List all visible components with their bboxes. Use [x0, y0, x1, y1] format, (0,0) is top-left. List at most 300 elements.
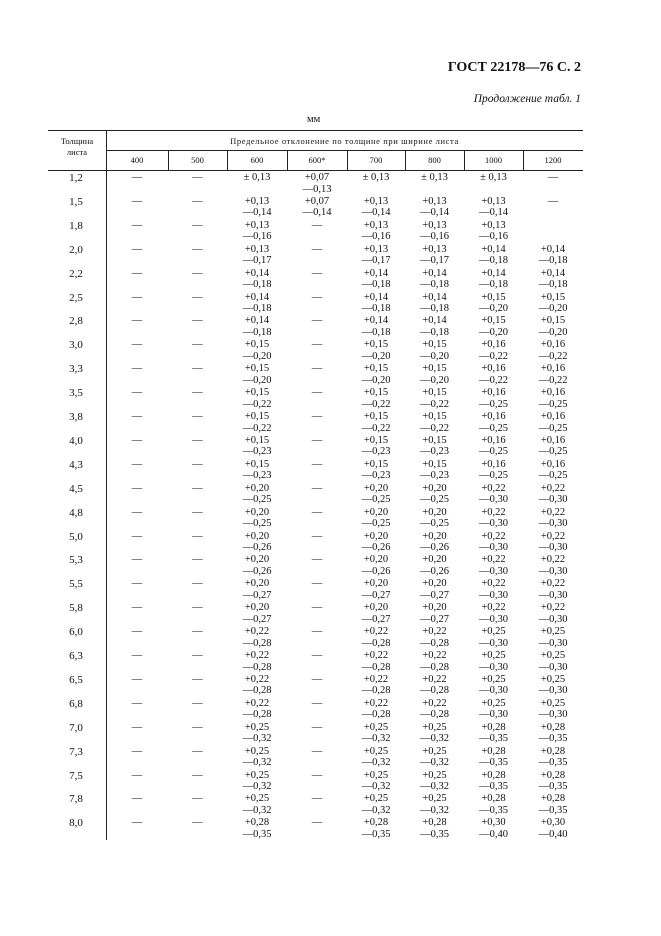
tolerance-value: —0,32 — [361, 757, 391, 769]
tolerance-value: — — [192, 554, 203, 566]
tolerance-cell — [405, 315, 464, 338]
tolerance-value: +0,22 — [540, 506, 566, 518]
tolerance-cell — [227, 602, 287, 625]
thickness-value: 5,5 — [69, 578, 83, 591]
tolerance-cell — [106, 244, 168, 256]
thickness-value: 3,5 — [69, 387, 83, 400]
tolerance-cell — [405, 674, 464, 697]
tolerance-cell — [287, 220, 347, 232]
tolerance-value: —0,30 — [479, 661, 508, 673]
tolerance-value: — — [547, 195, 559, 207]
tolerance-value: —0,26 — [361, 565, 391, 577]
tolerance-value: +0,25 — [422, 769, 447, 781]
tolerance-value: — — [311, 769, 323, 781]
tolerance-value: — — [192, 339, 203, 351]
tolerance-value: +0,14 — [481, 267, 506, 279]
tolerance-value: +0,22 — [422, 650, 447, 661]
tolerance-value: — — [192, 602, 203, 614]
tolerance-value: —0,30 — [479, 709, 508, 721]
tolerance-value: — — [311, 626, 323, 638]
tolerance-cell — [523, 244, 583, 267]
tolerance-cell — [168, 554, 227, 566]
tolerance-cell — [464, 483, 523, 506]
tolerance-cell — [227, 650, 287, 673]
tolerance-value: —0,26 — [242, 565, 272, 577]
tolerance-value: — — [131, 363, 143, 375]
tolerance-cell — [106, 435, 168, 447]
tolerance-value: +0,25 — [540, 697, 566, 709]
thickness-value: 2,2 — [69, 267, 83, 280]
tolerance-value: +0,22 — [540, 602, 566, 614]
tolerance-value: +0,15 — [363, 387, 389, 399]
tolerance-value: — — [311, 411, 323, 422]
tolerance-cell — [168, 172, 227, 184]
tolerance-value: —0,28 — [361, 637, 391, 649]
tolerance-cell — [106, 746, 168, 758]
tolerance-cell — [347, 554, 405, 577]
tolerance-value: —0,20 — [538, 303, 568, 314]
tolerance-value: +0,20 — [422, 602, 447, 614]
tolerance-cell — [464, 411, 523, 434]
tolerance-value: +0,14 — [422, 315, 447, 327]
tolerance-cell — [464, 698, 523, 721]
tolerance-value: —0,22 — [361, 422, 391, 434]
tolerance-value: — — [131, 697, 143, 709]
tolerance-value: +0,13 — [481, 195, 506, 207]
tolerance-cell — [523, 339, 583, 362]
tolerance-value: +0,20 — [422, 530, 447, 542]
tolerance-value: — — [192, 626, 203, 638]
tolerance-value: +0,25 — [244, 769, 270, 781]
tolerance-cell — [168, 315, 227, 327]
tolerance-cell — [106, 770, 168, 782]
tolerance-value: +0,20 — [363, 530, 389, 542]
thickness-value: 6,3 — [69, 650, 83, 662]
tolerance-value: — — [131, 339, 143, 351]
tolerance-cell — [287, 363, 347, 375]
tolerance-cell — [405, 196, 464, 219]
tolerance-value: +0,25 — [363, 745, 389, 757]
tolerance-value: — — [311, 219, 323, 231]
tolerance-value: —0,35 — [242, 828, 272, 840]
tolerance-value: — — [311, 673, 323, 685]
tolerance-cell — [347, 507, 405, 530]
tolerance-value: — — [131, 817, 143, 829]
tolerance-value: — — [311, 339, 323, 351]
tolerance-value: +0,15 — [244, 411, 270, 422]
tolerance-cell — [347, 292, 405, 315]
tolerance-value: +0,25 — [363, 793, 389, 805]
tolerance-cell — [405, 435, 464, 458]
tolerance-cell — [227, 268, 287, 291]
tolerance-cell — [523, 626, 583, 649]
tolerance-value: +0,28 — [540, 793, 566, 805]
tolerance-cell — [227, 196, 287, 219]
width-header-4: 600* — [308, 155, 326, 165]
tolerance-value: —0,28 — [420, 685, 449, 697]
tolerance-value: —0,25 — [242, 518, 272, 530]
tolerance-value: +0,20 — [244, 578, 270, 590]
tolerance-value: — — [311, 482, 323, 494]
tolerance-value: +0,22 — [363, 650, 389, 661]
tolerance-value: —0,20 — [361, 374, 391, 386]
tolerance-value: —0,30 — [479, 685, 508, 697]
tolerance-value: +0,20 — [363, 482, 389, 494]
tolerance-cell — [168, 459, 227, 471]
tolerance-cell — [523, 292, 583, 315]
tolerance-cell — [347, 650, 405, 673]
tolerance-value: —0,23 — [361, 470, 391, 482]
tolerance-cell — [168, 435, 227, 447]
tolerance-value: —0,30 — [538, 709, 568, 721]
tolerance-value: +0,13 — [363, 243, 389, 255]
tolerance-value: +0,15 — [244, 434, 270, 446]
tolerance-value: —0,16 — [479, 231, 508, 243]
table-top-border — [48, 130, 583, 131]
tolerance-value: +0,13 — [422, 195, 447, 207]
tolerance-value: — — [131, 172, 143, 183]
tolerance-cell — [168, 602, 227, 614]
tolerance-cell — [347, 698, 405, 721]
tolerance-value: +0,25 — [244, 793, 270, 805]
tolerance-value: —0,35 — [538, 781, 568, 792]
tolerance-value: — — [131, 291, 143, 303]
tolerance-value: — — [311, 530, 323, 542]
tolerance-value: —0,32 — [361, 733, 391, 745]
tolerance-cell — [227, 411, 287, 434]
tolerance-cell — [227, 387, 287, 410]
tolerance-value: —0,25 — [420, 518, 449, 530]
width-header-8: 1200 — [544, 155, 562, 165]
tolerance-cell — [168, 817, 227, 829]
tolerance-cell — [106, 268, 168, 280]
tolerance-value: —0,25 — [538, 422, 568, 434]
tolerance-cell — [106, 817, 168, 829]
tolerance-cell — [287, 770, 347, 782]
tolerance-value: —0,35 — [479, 733, 508, 745]
header-bottom-border — [48, 170, 583, 171]
tolerance-value: — — [192, 291, 203, 303]
width-header-2: 500 — [191, 155, 204, 165]
tolerance-value: —0,17 — [242, 255, 272, 267]
tolerance-value: —0,28 — [361, 685, 391, 697]
tolerance-value: — — [131, 458, 143, 470]
tolerance-cell — [106, 387, 168, 399]
tolerance-cell — [168, 292, 227, 304]
tolerance-value: —0,18 — [361, 303, 391, 314]
tolerance-cell — [227, 507, 287, 530]
tolerance-value: —0,22 — [479, 350, 508, 362]
tolerance-value: —0,28 — [420, 709, 449, 721]
tolerance-value: —0,25 — [479, 446, 508, 458]
tolerance-value: —0,28 — [242, 661, 272, 673]
thickness-value: 6,5 — [69, 673, 83, 686]
tolerance-cell — [287, 746, 347, 758]
tolerance-value: —0,25 — [538, 398, 568, 410]
tolerance-value: +0,16 — [481, 339, 506, 351]
tolerance-cell — [227, 722, 287, 745]
tolerance-value: —0,26 — [420, 565, 449, 577]
tolerance-value: — — [311, 267, 323, 279]
tolerance-cell — [347, 220, 405, 243]
tolerance-value: —0,25 — [361, 518, 391, 530]
tolerance-value: — — [131, 243, 143, 255]
tolerance-cell — [106, 554, 168, 566]
tolerance-value: —0,20 — [538, 326, 568, 338]
tolerance-cell — [523, 507, 583, 530]
tolerance-value: +0,25 — [422, 721, 447, 733]
tolerance-value: +0,15 — [422, 434, 447, 446]
thickness-value: 1,2 — [69, 172, 83, 184]
tolerance-value: —0,35 — [479, 781, 508, 792]
tolerance-value: —0,30 — [538, 685, 568, 697]
tolerance-value: —0,22 — [479, 374, 508, 386]
tolerance-value: +0,22 — [244, 626, 270, 638]
tolerance-value: —0,18 — [479, 279, 508, 291]
tolerance-value: —0,18 — [420, 326, 449, 338]
tolerance-value: — — [131, 506, 143, 518]
tolerance-cell — [287, 817, 347, 829]
tolerance-cell — [347, 363, 405, 386]
tolerance-cell — [464, 722, 523, 745]
tolerance-cell — [168, 746, 227, 758]
tolerance-value: —0,23 — [242, 446, 272, 458]
tolerance-cell — [347, 244, 405, 267]
tolerance-value: —0,27 — [420, 613, 449, 625]
tolerance-cell — [106, 722, 168, 734]
continuation-label: Продолжение табл. 1 — [473, 93, 581, 105]
tolerance-value: —0,14 — [361, 207, 391, 219]
tolerance-value: —0,28 — [242, 709, 272, 721]
tolerance-value: +0,20 — [363, 602, 389, 614]
tolerance-value: —0,32 — [361, 781, 391, 792]
tolerance-value: —0,30 — [479, 637, 508, 649]
tolerance-value: —0,22 — [361, 398, 391, 410]
tolerance-cell — [405, 698, 464, 721]
tolerance-value: — — [192, 745, 203, 757]
tolerance-cell — [287, 339, 347, 351]
tolerance-value: —0,18 — [420, 303, 449, 314]
tolerance-value: +0,25 — [363, 721, 389, 733]
tolerance-cell — [405, 292, 464, 315]
tolerance-value: — — [192, 458, 203, 470]
tolerance-value: — — [311, 650, 323, 661]
tolerance-value: +0,20 — [422, 554, 447, 566]
tolerance-value: +0,13 — [422, 243, 447, 255]
tolerance-value: +0,28 — [540, 721, 566, 733]
tolerance-value: +0,20 — [363, 554, 389, 566]
tolerance-value: +0,22 — [481, 506, 506, 518]
tolerance-cell — [106, 578, 168, 590]
tolerance-value: — — [192, 267, 203, 279]
tolerance-cell — [464, 459, 523, 482]
tolerance-value: —0,20 — [420, 374, 449, 386]
width-header-7: 1000 — [485, 155, 502, 165]
tolerance-value: —0,22 — [242, 422, 272, 434]
tolerance-value: +0,15 — [481, 291, 506, 303]
tolerance-cell — [227, 674, 287, 697]
tolerance-value: +0,14 — [422, 267, 447, 279]
tolerance-value: +0,15 — [540, 291, 566, 303]
tolerance-value: —0,18 — [420, 279, 449, 291]
tolerance-cell — [347, 483, 405, 506]
tolerance-cell — [523, 483, 583, 506]
tolerance-cell — [464, 578, 523, 601]
tolerance-value: —0,32 — [420, 781, 449, 792]
tolerance-cell — [227, 315, 287, 338]
tolerance-value: — — [311, 434, 323, 446]
thickness-value: 4,0 — [69, 434, 83, 447]
tolerance-value: —0,14 — [242, 207, 272, 219]
tolerance-value: +0,30 — [540, 817, 566, 829]
tolerance-cell — [347, 817, 405, 840]
tolerance-value: +0,25 — [244, 745, 270, 757]
tolerance-value: —0,28 — [420, 637, 449, 649]
tolerance-cell — [287, 626, 347, 638]
tolerance-value: — — [192, 793, 203, 805]
tolerance-value: —0,30 — [538, 565, 568, 577]
tolerance-cell — [168, 483, 227, 495]
tolerance-value: — — [131, 387, 143, 399]
tolerance-value: — — [192, 482, 203, 494]
tolerance-value: —0,40 — [538, 828, 568, 840]
tolerance-value: — — [311, 458, 323, 470]
tolerance-value: — — [131, 650, 143, 661]
thickness-value: 6,8 — [69, 697, 83, 710]
tolerance-value: +0,15 — [422, 387, 447, 399]
tolerance-cell — [523, 459, 583, 482]
tolerance-value: — — [192, 769, 203, 781]
tolerance-value: —0,32 — [242, 781, 272, 792]
tolerance-value: +0,22 — [481, 530, 506, 542]
tolerance-cell — [523, 770, 583, 793]
tolerance-cell — [523, 698, 583, 721]
tolerance-cell — [405, 626, 464, 649]
tolerance-cell — [287, 387, 347, 399]
tolerance-value: —0,35 — [479, 757, 508, 769]
tolerance-cell — [523, 315, 583, 338]
tolerance-cell — [405, 578, 464, 601]
tolerance-cell — [523, 387, 583, 410]
tolerance-value: — — [131, 626, 143, 638]
tolerance-cell — [106, 698, 168, 710]
tolerance-cell — [464, 554, 523, 577]
tolerance-value: —0,32 — [420, 804, 449, 816]
tolerance-value: — — [192, 172, 203, 183]
thickness-value: 7,3 — [69, 745, 83, 758]
tolerance-cell — [464, 770, 523, 793]
thickness-value: 7,0 — [69, 721, 83, 734]
tolerance-cell — [405, 531, 464, 554]
tolerance-cell — [405, 220, 464, 243]
tolerance-value: —0,27 — [361, 613, 391, 625]
tolerance-value: —0,30 — [538, 589, 568, 601]
tolerance-value: +0,13 — [244, 195, 270, 207]
tolerance-value: —0,32 — [242, 804, 272, 816]
tolerance-cell — [287, 172, 347, 195]
tolerance-cell — [227, 531, 287, 554]
tolerance-cell — [405, 507, 464, 530]
tolerance-cell — [106, 411, 168, 423]
tolerance-cell — [168, 578, 227, 590]
tolerance-value: —0,35 — [361, 828, 391, 840]
tolerance-cell — [347, 387, 405, 410]
tolerance-cell — [287, 674, 347, 686]
thickness-value: 7,5 — [69, 769, 83, 782]
tolerance-value: —0,26 — [420, 542, 449, 553]
tolerance-cell — [405, 244, 464, 267]
tolerance-cell — [464, 220, 523, 243]
tolerance-value: —0,30 — [538, 661, 568, 673]
tolerance-value: +0,22 — [540, 578, 566, 590]
tolerance-cell — [227, 292, 287, 315]
tolerance-cell — [287, 459, 347, 471]
tolerance-value: +0,16 — [540, 411, 566, 422]
tolerance-value: —0,30 — [479, 542, 508, 553]
tolerance-cell — [168, 363, 227, 375]
tolerance-value: —0,28 — [242, 637, 272, 649]
tolerance-cell — [405, 387, 464, 410]
tolerance-cell — [523, 268, 583, 291]
tolerance-value: +0,15 — [244, 339, 270, 351]
tolerance-value: +0,25 — [363, 769, 389, 781]
tolerance-cell — [106, 363, 168, 375]
tolerance-cell — [106, 196, 168, 208]
tolerance-value: +0,15 — [363, 339, 389, 351]
tolerance-cell — [405, 650, 464, 673]
tolerance-cell — [347, 268, 405, 291]
tolerance-value: —0,26 — [361, 542, 391, 553]
tolerance-value: +0,22 — [540, 530, 566, 542]
tolerance-value: +0,15 — [363, 411, 389, 422]
tolerance-value: —0,16 — [242, 231, 272, 243]
tolerance-cell — [464, 435, 523, 458]
tolerance-value: — — [192, 195, 203, 207]
tolerance-cell — [227, 435, 287, 458]
tolerance-value: —0,14 — [420, 207, 449, 219]
tolerance-value: —0,25 — [361, 494, 391, 506]
tolerance-value: +0,20 — [244, 554, 270, 566]
tolerance-value: — — [131, 769, 143, 781]
tolerance-cell — [523, 531, 583, 554]
tolerance-value: — — [311, 602, 323, 614]
thickness-value: 5,3 — [69, 554, 83, 567]
tolerance-value: +0,14 — [481, 243, 506, 255]
tolerance-value: +0,30 — [481, 817, 506, 829]
tolerance-value: +0,15 — [244, 363, 270, 375]
tolerance-value: +0,22 — [244, 673, 270, 685]
tolerance-cell — [347, 315, 405, 338]
tolerance-value: +0,20 — [244, 482, 270, 494]
thickness-value: 5,8 — [69, 602, 83, 615]
tolerance-value: +0,28 — [481, 769, 506, 781]
tolerance-value: — — [131, 530, 143, 542]
tolerance-value: — — [192, 530, 203, 542]
tolerance-value: —0,20 — [479, 303, 508, 314]
tolerance-cell — [106, 172, 168, 184]
tolerance-cell — [405, 459, 464, 482]
thickness-value: 2,0 — [69, 243, 83, 256]
tolerance-cell — [464, 292, 523, 315]
tolerance-cell — [405, 411, 464, 434]
tolerance-value: —0,30 — [479, 589, 508, 601]
tolerance-value: — — [131, 434, 143, 446]
tolerance-cell — [523, 578, 583, 601]
tolerance-value: +0,13 — [244, 243, 270, 255]
tolerance-value: —0,25 — [479, 398, 508, 410]
tolerance-value: +0,22 — [540, 482, 566, 494]
tolerance-value: —0,30 — [538, 542, 568, 553]
